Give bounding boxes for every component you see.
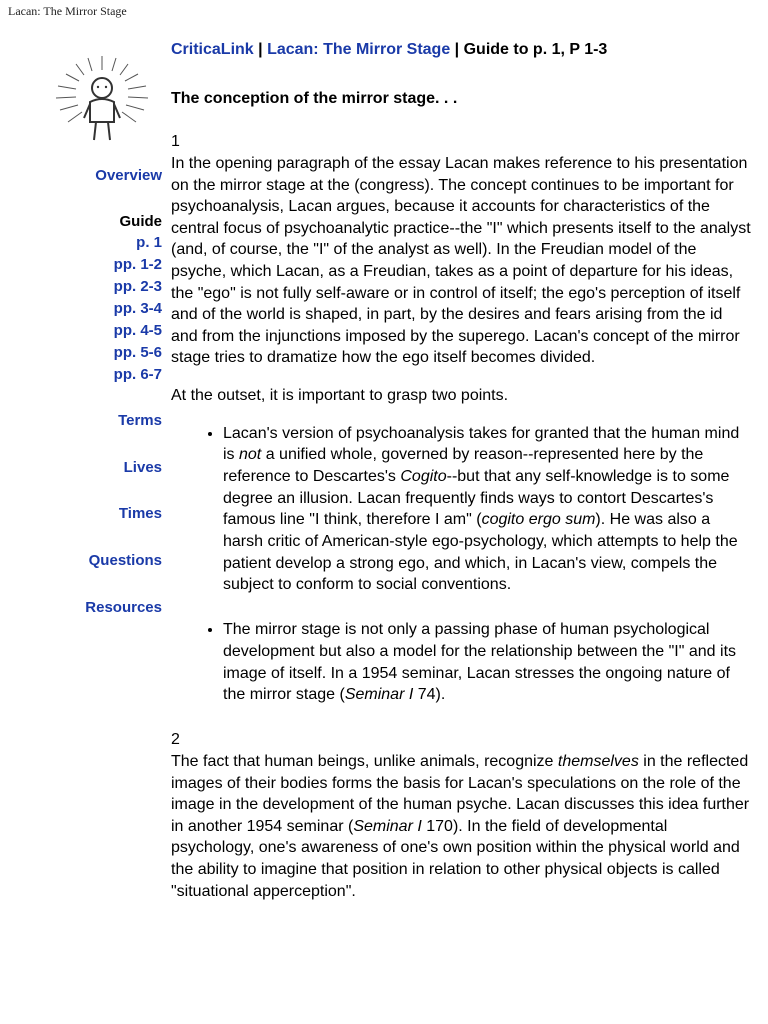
sidebar-link-pp2-3[interactable]: pp. 2-3 [113, 278, 162, 295]
list-item: • The mirror stage is not only a passing phase of human psychological development but also a model for the relationship between the "I" and its image of itself. In a 1954 seminar, Lacan stresses the ongoing nature of the mirror stage (Seminar I 74). [223, 619, 751, 706]
sidebar-link-p1[interactable]: p. 1 [136, 234, 162, 251]
paragraph-number: 1 [171, 133, 180, 150]
sidebar-link-pp6-7[interactable]: pp. 6-7 [113, 366, 162, 383]
breadcrumb-current: Guide to p. 1, P 1-3 [463, 41, 608, 58]
breadcrumb-essay-link[interactable]: Lacan: The Mirror Stage [267, 41, 451, 58]
paragraph-1-text: In the opening paragraph of the essay Lacan makes reference to his presentation on the mirror stage at the (congress). The concept continues to be important for psychoanalysis, Lacan argues, because it accounts for characteristics of the central focus of psychoanalytic practice--the "I" which presents itself to the analyst (and, of course, the "I" of the analyst as well). In the Freudian model of the psyche, which Lacan, as a Freudian, takes as a point of departure for his ideas, the "ego" is not fully self-aware or in control of itself; the ego's perception of itself and of the world is shaped, in part, by the desires and fears arising from the id and from the injunctions imposed by the superego. Lacan's concept of the mirror stage tries to dramatize how the ego itself becomes divided. [171, 155, 751, 367]
key-points-list [171, 423, 751, 706]
print-header: Lacan: The Mirror Stage [8, 4, 127, 18]
breadcrumb-separator: | [253, 41, 268, 58]
breadcrumb [171, 38, 751, 62]
sidebar-label-guide: Guide [119, 213, 162, 230]
sidebar-link-pp3-4[interactable]: pp. 3-4 [113, 300, 162, 317]
mirror-figure-icon [52, 52, 152, 148]
outset-text: At the outset, it is important to grasp two points. [171, 386, 509, 404]
sidebar-link-terms[interactable]: Terms [118, 412, 162, 429]
list-item: • Lacan's version of psychoanalysis takes for granted that the human mind is not a unified whole, governed by reason--represented here by the reference to Descartes's Cogito--but that any self-knowledge is to some degree an illusion. Lacan frequently finds ways to contort Descartes's famous line "I think, therefore I am" (cogito ergo sum). He was also a harsh critic of American-style ego-psychology, which attempts to help the patient develop a strong ego, and which, in Lacan's view, compels the subject to conform to social conventions. [223, 423, 751, 597]
section-title: The conception of the mirror stage. . . [171, 90, 458, 107]
sidebar-link-times[interactable]: Times [118, 505, 162, 522]
paragraph-2-text: The fact that human beings, unlike animals, recognize themselves in the reflected images of their bodies forms the basis for Lacan's speculations on the role of the image in the development of the human psyche. Lacan discusses this idea further in another 1954 seminar (Seminar I 170). In the field of developmental psychology, one's awareness of one's own position within the physical world and the ability to imagine that position in relation to other physical objects is called "situational apperception". [171, 752, 750, 900]
sidebar-link-pp1-2[interactable]: pp. 1-2 [113, 256, 162, 273]
breadcrumb-separator: | [450, 41, 464, 58]
sidebar-link-lives[interactable]: Lives [123, 459, 162, 476]
sidebar-link-questions[interactable]: Questions [88, 552, 162, 569]
breadcrumb-site-link[interactable]: CriticaLink [171, 41, 254, 58]
sidebar-link-pp5-6[interactable]: pp. 5-6 [113, 344, 162, 361]
sidebar-link-resources[interactable]: Resources [85, 599, 162, 616]
sidebar-link-pp4-5[interactable]: pp. 4-5 [113, 322, 162, 339]
paragraph-number: 2 [171, 730, 180, 748]
sidebar-link-overview[interactable]: Overview [95, 167, 162, 184]
main-content [171, 38, 751, 902]
